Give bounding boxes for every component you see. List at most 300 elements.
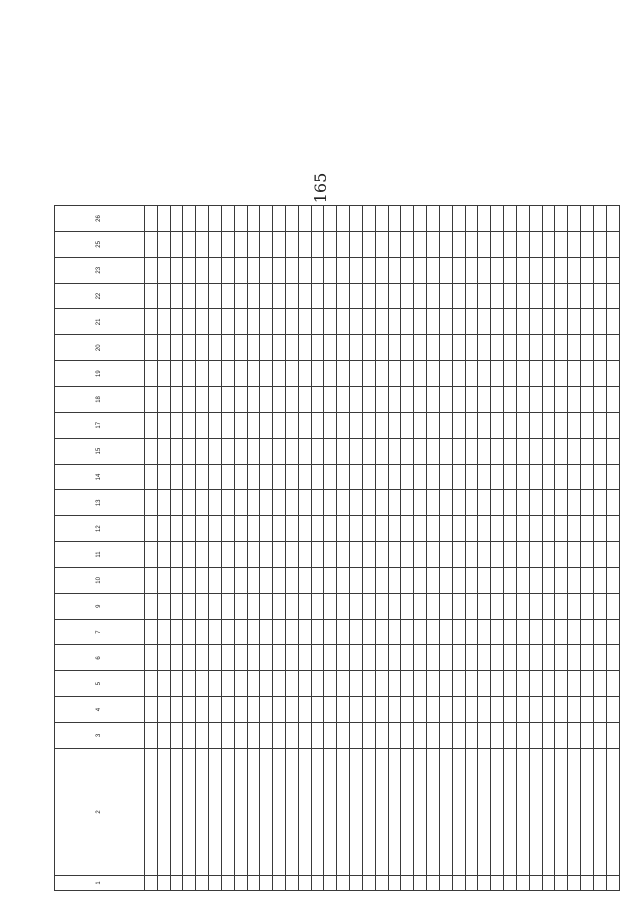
table-cell (478, 361, 491, 387)
column-number-cell: 4 (55, 697, 145, 723)
table-cell (516, 723, 529, 749)
table-cell (529, 723, 542, 749)
table-cell (260, 875, 273, 890)
table-cell (542, 516, 555, 542)
table-cell (209, 567, 222, 593)
table-cell (209, 516, 222, 542)
table-cell (247, 516, 260, 542)
table-cell (401, 464, 414, 490)
table-cell (170, 361, 183, 387)
table-cell (196, 206, 209, 232)
table-cell (350, 309, 363, 335)
table-cell (427, 335, 440, 361)
table-cell (555, 283, 568, 309)
table-cell (542, 335, 555, 361)
table-cell (285, 490, 298, 516)
table-cell (606, 645, 619, 671)
column-number-row (55, 206, 145, 891)
table-cell (606, 490, 619, 516)
table-cell (581, 516, 594, 542)
table-cell (311, 875, 324, 890)
table-cell (375, 464, 388, 490)
table-cell (144, 309, 157, 335)
table-cell (209, 542, 222, 568)
table-cell (465, 412, 478, 438)
table-cell (491, 645, 504, 671)
table-cell (285, 309, 298, 335)
table-cell (491, 387, 504, 413)
table-cell (491, 257, 504, 283)
table-cell (247, 697, 260, 723)
table-cell (350, 257, 363, 283)
table-cell (388, 206, 401, 232)
table-cell (516, 283, 529, 309)
table-cell (362, 206, 375, 232)
table-cell (285, 231, 298, 257)
table-cell (170, 335, 183, 361)
table-row (478, 206, 491, 891)
table-cell (273, 231, 286, 257)
table-row (388, 206, 401, 891)
table-cell (311, 438, 324, 464)
table-cell (157, 387, 170, 413)
table-cell (452, 723, 465, 749)
table-cell (414, 309, 427, 335)
table-row (350, 206, 363, 891)
table-cell (170, 516, 183, 542)
table-cell (478, 875, 491, 890)
table-cell (606, 335, 619, 361)
table-cell (209, 490, 222, 516)
table-cell (247, 206, 260, 232)
table-cell (285, 387, 298, 413)
table-cell (311, 412, 324, 438)
table-cell (298, 516, 311, 542)
table-cell (465, 697, 478, 723)
table-cell (504, 257, 517, 283)
table-cell (581, 309, 594, 335)
table-cell (555, 567, 568, 593)
column-number-cell: 3 (55, 723, 145, 749)
table-cell (504, 593, 517, 619)
table-cell (529, 619, 542, 645)
table-cell (401, 309, 414, 335)
table-cell (298, 283, 311, 309)
table-cell (439, 231, 452, 257)
table-cell (439, 516, 452, 542)
table-cell (375, 283, 388, 309)
table-cell (260, 464, 273, 490)
table-cell (414, 387, 427, 413)
table-cell (504, 875, 517, 890)
table-cell (170, 412, 183, 438)
table-cell (401, 361, 414, 387)
table-cell (452, 697, 465, 723)
table-cell (221, 542, 234, 568)
table-cell (606, 412, 619, 438)
table-cell (362, 438, 375, 464)
table-cell (324, 671, 337, 697)
table-row (183, 206, 196, 891)
table-cell (555, 542, 568, 568)
table-cell (260, 516, 273, 542)
table-cell (247, 231, 260, 257)
table-cell (388, 567, 401, 593)
table-cell (375, 516, 388, 542)
table-cell (439, 490, 452, 516)
table-cell (144, 387, 157, 413)
table-cell (362, 516, 375, 542)
table-cell (196, 619, 209, 645)
table-cell (144, 464, 157, 490)
table-cell (298, 206, 311, 232)
table-cell (529, 335, 542, 361)
table-cell (465, 645, 478, 671)
table-cell (516, 206, 529, 232)
table-cell (504, 464, 517, 490)
table-cell (542, 206, 555, 232)
table-cell (542, 361, 555, 387)
table-row (273, 206, 286, 891)
table-cell (157, 283, 170, 309)
table-cell (555, 206, 568, 232)
table-cell (285, 645, 298, 671)
table-cell (555, 671, 568, 697)
table-cell (337, 335, 350, 361)
column-number-cell: 6 (55, 645, 145, 671)
table-cell (401, 593, 414, 619)
table-cell (504, 645, 517, 671)
table-cell (260, 697, 273, 723)
table-cell (221, 516, 234, 542)
table-cell (234, 645, 247, 671)
table-cell (285, 748, 298, 875)
table-cell (183, 671, 196, 697)
table-cell (375, 645, 388, 671)
table-cell (606, 206, 619, 232)
table-cell (196, 490, 209, 516)
table-cell (606, 593, 619, 619)
table-cell (555, 464, 568, 490)
table-cell (542, 645, 555, 671)
table-cell (337, 697, 350, 723)
table-cell (311, 645, 324, 671)
table-cell (542, 619, 555, 645)
table-cell (196, 697, 209, 723)
table-cell (568, 464, 581, 490)
table-cell (375, 412, 388, 438)
table-cell (144, 645, 157, 671)
table-cell (465, 490, 478, 516)
table-cell (504, 309, 517, 335)
table-cell (414, 257, 427, 283)
table-cell (414, 542, 427, 568)
table-row (491, 206, 504, 891)
table-cell (234, 516, 247, 542)
table-cell (555, 748, 568, 875)
table-cell (337, 361, 350, 387)
table-cell (401, 231, 414, 257)
table-cell (465, 723, 478, 749)
table-cell (324, 257, 337, 283)
table-cell (388, 645, 401, 671)
column-number-cell: 11 (55, 542, 145, 568)
table-cell (247, 464, 260, 490)
table-row (606, 206, 619, 891)
table-cell (260, 490, 273, 516)
table-cell (375, 335, 388, 361)
table-cell (183, 257, 196, 283)
table-cell (234, 748, 247, 875)
table-cell (183, 875, 196, 890)
statistics-table (54, 205, 620, 891)
table-cell (529, 542, 542, 568)
table-cell (439, 697, 452, 723)
table-cell (465, 231, 478, 257)
table-cell (478, 645, 491, 671)
table-cell (209, 671, 222, 697)
table-cell (196, 309, 209, 335)
table-cell (273, 464, 286, 490)
table-cell (581, 490, 594, 516)
table-cell (298, 542, 311, 568)
table-cell (350, 645, 363, 671)
table-cell (170, 309, 183, 335)
table-cell (529, 516, 542, 542)
table-cell (273, 387, 286, 413)
table-cell (183, 593, 196, 619)
table-cell (324, 619, 337, 645)
table-cell (439, 412, 452, 438)
table-cell (170, 438, 183, 464)
column-number-cell: 13 (55, 490, 145, 516)
table-cell (260, 542, 273, 568)
table-cell (196, 387, 209, 413)
table-cell (478, 283, 491, 309)
table-cell (465, 309, 478, 335)
table-cell (183, 361, 196, 387)
table-cell (555, 645, 568, 671)
table-cell (414, 283, 427, 309)
table-cell (593, 697, 606, 723)
table-cell (452, 619, 465, 645)
table-cell (337, 438, 350, 464)
table-cell (273, 283, 286, 309)
column-number-cell: 5 (55, 671, 145, 697)
table-cell (375, 619, 388, 645)
table-cell (298, 231, 311, 257)
table-cell (209, 438, 222, 464)
table-cell (273, 697, 286, 723)
table-cell (478, 619, 491, 645)
table-cell (196, 723, 209, 749)
table-cell (183, 490, 196, 516)
table-cell (568, 309, 581, 335)
table-cell (452, 206, 465, 232)
table-cell (606, 748, 619, 875)
table-row (362, 206, 375, 891)
table-cell (529, 697, 542, 723)
table-cell (157, 645, 170, 671)
table-cell (221, 697, 234, 723)
table-cell (504, 567, 517, 593)
table-cell (504, 542, 517, 568)
table-cell (491, 748, 504, 875)
table-cell (234, 875, 247, 890)
table-cell (568, 257, 581, 283)
table-cell (375, 438, 388, 464)
table-cell (568, 231, 581, 257)
table-cell (516, 645, 529, 671)
table-cell (144, 257, 157, 283)
table-row (324, 206, 337, 891)
table-cell (311, 309, 324, 335)
table-cell (209, 283, 222, 309)
table-cell (491, 412, 504, 438)
column-number-cell: 18 (55, 387, 145, 413)
table-cell (273, 593, 286, 619)
table-cell (285, 257, 298, 283)
table-cell (157, 257, 170, 283)
table-cell (452, 567, 465, 593)
table-cell (478, 335, 491, 361)
table-cell (234, 567, 247, 593)
table-cell (427, 257, 440, 283)
table-cell (260, 257, 273, 283)
table-cell (362, 697, 375, 723)
table-cell (593, 231, 606, 257)
table-cell (221, 206, 234, 232)
table-row (414, 206, 427, 891)
table-cell (324, 875, 337, 890)
table-cell (234, 335, 247, 361)
table-row (452, 206, 465, 891)
table-cell (427, 516, 440, 542)
table-cell (196, 438, 209, 464)
table-cell (273, 723, 286, 749)
table-cell (362, 593, 375, 619)
table-cell (388, 593, 401, 619)
table-cell (337, 748, 350, 875)
table-cell (542, 490, 555, 516)
table-cell (529, 283, 542, 309)
table-cell (581, 723, 594, 749)
table-cell (375, 748, 388, 875)
table-cell (157, 748, 170, 875)
table-cell (542, 875, 555, 890)
table-cell (170, 748, 183, 875)
table-cell (170, 723, 183, 749)
table-cell (568, 619, 581, 645)
table-cell (196, 875, 209, 890)
table-cell (260, 567, 273, 593)
table-cell (285, 335, 298, 361)
table-cell (516, 516, 529, 542)
table-cell (311, 490, 324, 516)
table-cell (491, 361, 504, 387)
table-cell (478, 567, 491, 593)
table-cell (375, 309, 388, 335)
table-cell (311, 619, 324, 645)
table-cell (350, 671, 363, 697)
table-cell (555, 593, 568, 619)
column-number-cell: 20 (55, 335, 145, 361)
table-cell (350, 593, 363, 619)
table-cell (465, 257, 478, 283)
table-cell (581, 619, 594, 645)
table-cell (516, 464, 529, 490)
table-row (234, 206, 247, 891)
table-cell (234, 697, 247, 723)
table-cell (516, 593, 529, 619)
table-cell (324, 361, 337, 387)
table-cell (170, 671, 183, 697)
table-cell (298, 257, 311, 283)
table-cell (375, 697, 388, 723)
table-cell (529, 387, 542, 413)
table-cell (439, 361, 452, 387)
table-row (542, 206, 555, 891)
table-cell (529, 645, 542, 671)
table-cell (273, 567, 286, 593)
table-cell (170, 567, 183, 593)
table-cell (375, 231, 388, 257)
table-cell (183, 335, 196, 361)
table-cell (593, 464, 606, 490)
table-cell (337, 593, 350, 619)
table-cell (452, 283, 465, 309)
table-cell (491, 723, 504, 749)
table-cell (337, 464, 350, 490)
table-cell (542, 257, 555, 283)
table-cell (504, 671, 517, 697)
table-cell (350, 361, 363, 387)
table-cell (465, 671, 478, 697)
table-cell (452, 412, 465, 438)
table-cell (157, 490, 170, 516)
table-cell (452, 361, 465, 387)
column-number-cell: 10 (55, 567, 145, 593)
table-cell (388, 231, 401, 257)
table-cell (170, 542, 183, 568)
column-number-cell: 17 (55, 412, 145, 438)
table-cell (144, 542, 157, 568)
table-cell (362, 567, 375, 593)
table-cell (593, 283, 606, 309)
table-cell (285, 723, 298, 749)
statistics-table-region (54, 205, 620, 891)
table-cell (581, 257, 594, 283)
table-cell (234, 542, 247, 568)
table-cell (401, 387, 414, 413)
table-cell (273, 206, 286, 232)
table-cell (439, 671, 452, 697)
table-cell (170, 645, 183, 671)
table-cell (401, 516, 414, 542)
table-cell (221, 671, 234, 697)
table-cell (478, 593, 491, 619)
table-cell (593, 438, 606, 464)
table-cell (157, 567, 170, 593)
table-cell (401, 335, 414, 361)
table-cell (465, 387, 478, 413)
table-cell (439, 387, 452, 413)
table-cell (606, 438, 619, 464)
table-cell (273, 257, 286, 283)
table-cell (183, 748, 196, 875)
table-cell (221, 593, 234, 619)
table-cell (324, 645, 337, 671)
